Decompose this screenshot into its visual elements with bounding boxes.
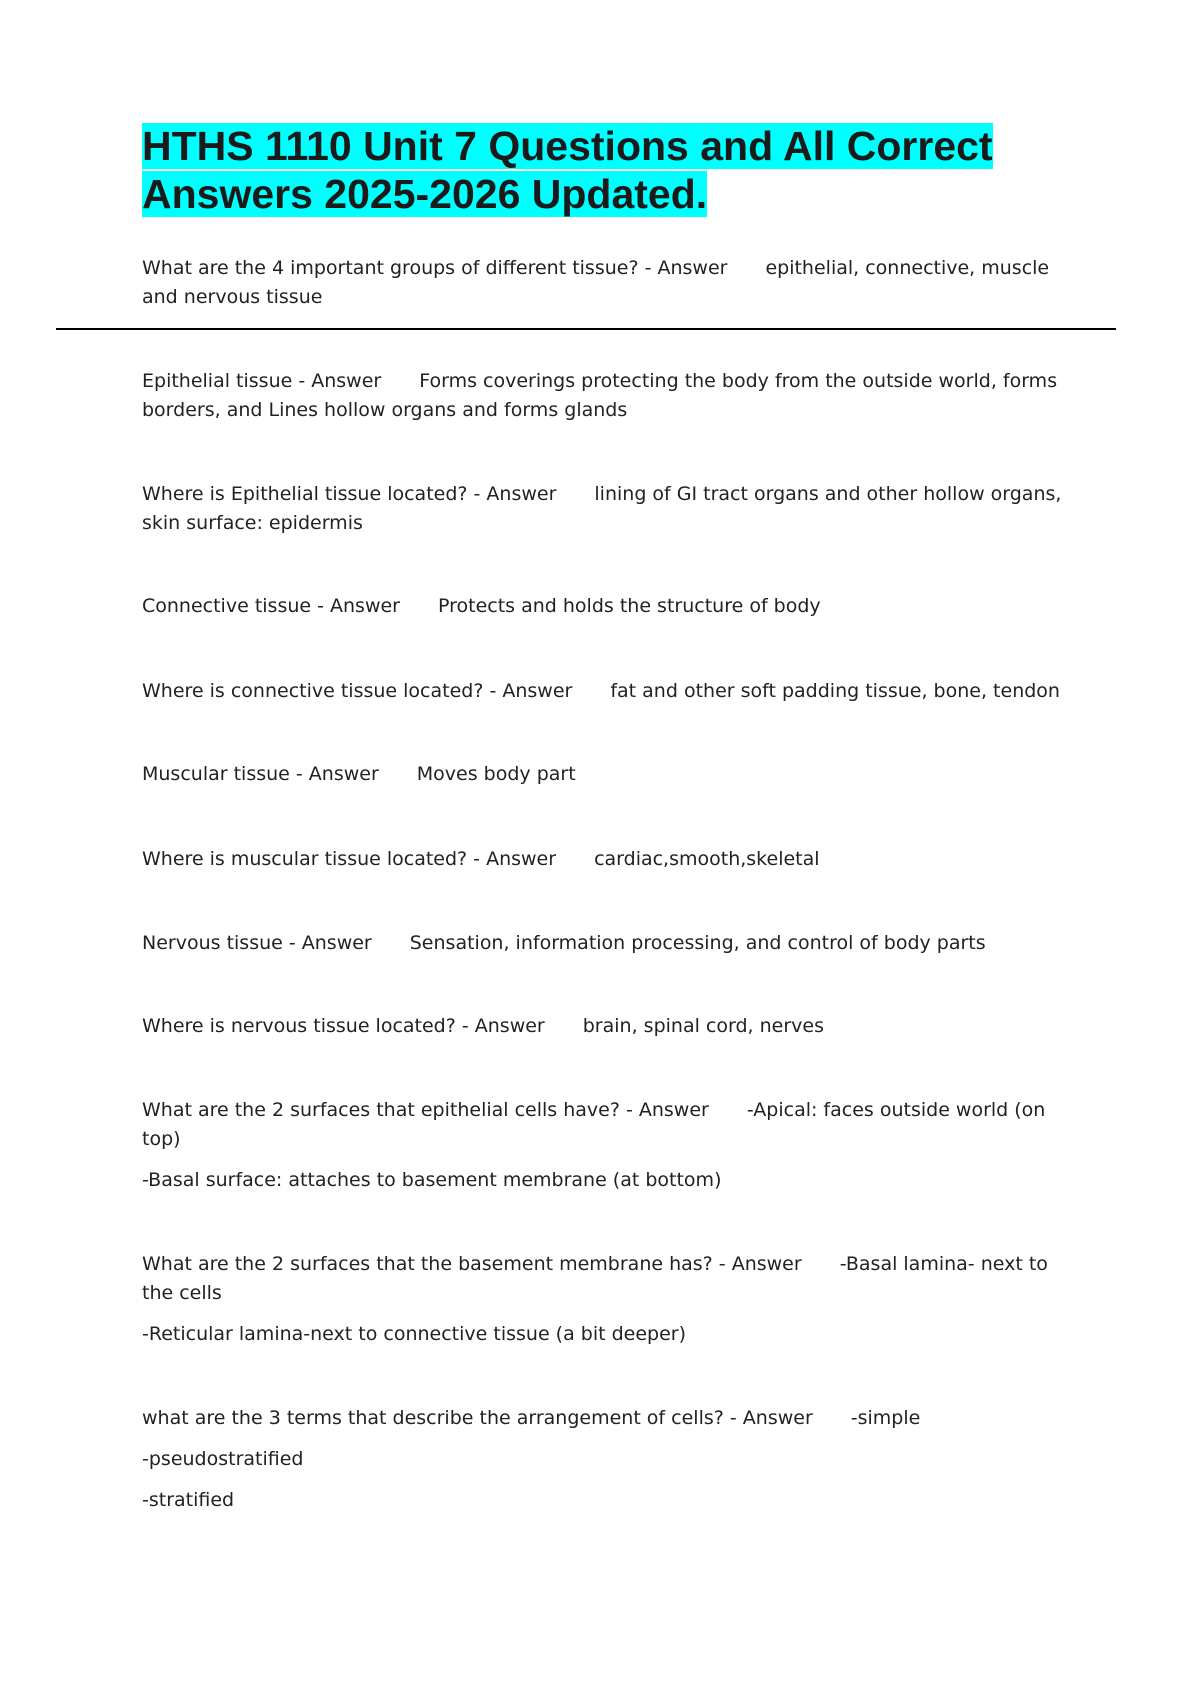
qa-item: [142, 367, 1072, 425]
question-text: Where is Epithelial tissue located? - Answer: [142, 483, 557, 505]
question-text: Where is nervous tissue located? - Answer: [142, 1015, 545, 1037]
answer-text: lining of GI tract organs and other hollow organs, skin surface: epidermis: [142, 483, 1062, 534]
qa-item: [142, 1012, 1072, 1041]
question-text: Connective tissue - Answer: [142, 595, 400, 617]
qa-line: [142, 677, 1072, 706]
document-title: [142, 122, 1042, 218]
question-text: Where is muscular tissue located? - Answer: [142, 848, 557, 870]
qa-line: [142, 1250, 1072, 1308]
answer-text: -Basal lamina- next to the cells: [142, 1253, 1048, 1304]
answer-text: -simple: [850, 1407, 921, 1429]
answer-text: -Apical: faces outside world (on top): [142, 1099, 1046, 1150]
answer-text: fat and other soft padding tissue, bone, tendon: [610, 680, 1060, 702]
question-text: What are the 2 surfaces that the basement membrane has? - Answer: [142, 1253, 802, 1275]
question-text: Epithelial tissue - Answer: [142, 370, 382, 392]
answer-text: Forms coverings protecting the body from the outside world, forms borders, and Lines hollow organs and forms glands: [142, 370, 1058, 421]
qa-line: [142, 760, 1072, 789]
qa-item: [142, 1096, 1072, 1195]
qa-line: [142, 929, 1072, 958]
answer-text: epithelial, connective, muscle and nervous tissue: [142, 257, 1050, 308]
qa-line: [142, 367, 1072, 425]
qa-item: [142, 929, 1072, 958]
qa-item: [142, 254, 1072, 312]
question-text: Muscular tissue - Answer: [142, 763, 379, 785]
qa-line: [142, 254, 1072, 312]
answer-text: Sensation, information processing, and control of body parts: [409, 932, 986, 954]
answer-continuation: -Basal surface: attaches to basement membrane (at bottom): [142, 1169, 722, 1191]
qa-line: [142, 1012, 1072, 1041]
qa-line: [142, 592, 1072, 621]
qa-item: [142, 480, 1072, 538]
answer-text: brain, spinal cord, nerves: [582, 1015, 824, 1037]
qa-item: [142, 677, 1072, 706]
answer-continuation: -stratified: [142, 1489, 235, 1511]
qa-item: [142, 1404, 1072, 1515]
answer-continuation: -Reticular lamina-next to connective tissue (a bit deeper): [142, 1323, 687, 1345]
qa-line: [142, 1404, 1072, 1433]
qa-item: [142, 1250, 1072, 1349]
qa-item: [142, 760, 1072, 789]
qa-item: [142, 592, 1072, 621]
answer-text: Moves body part: [416, 763, 576, 785]
qa-item: [142, 845, 1072, 874]
answer-text: Protects and holds the structure of body: [437, 595, 821, 617]
question-text: what are the 3 terms that describe the arrangement of cells? - Answer: [142, 1407, 813, 1429]
question-text: Nervous tissue - Answer: [142, 932, 372, 954]
qa-line: [142, 480, 1072, 538]
question-text: What are the 4 important groups of different tissue? - Answer: [142, 257, 728, 279]
qa-line: [142, 1096, 1072, 1154]
title-highlight: HTHS 1110 Unit 7 Questions and All Correct Answers 2025-2026 Updated.: [142, 123, 993, 217]
answer-text: cardiac,smooth,skeletal: [594, 848, 820, 870]
question-text: What are the 2 surfaces that epithelial cells have? - Answer: [142, 1099, 709, 1121]
qa-line: [142, 845, 1072, 874]
answer-continuation: -pseudostratified: [142, 1448, 304, 1470]
horizontal-divider: [56, 328, 1116, 330]
question-text: Where is connective tissue located? - Answer: [142, 680, 573, 702]
